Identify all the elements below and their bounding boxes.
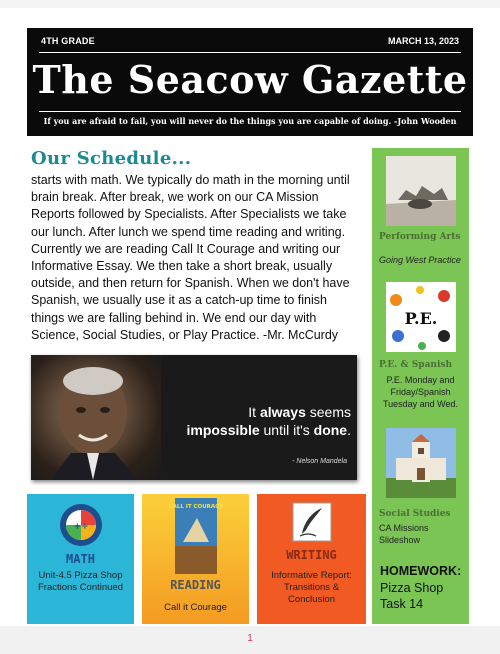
pe-badge-text: P.E.: [404, 309, 438, 328]
math-note: Unit-4.5 Pizza Shop Fractions Continued: [37, 570, 124, 593]
page-footer: [0, 626, 500, 654]
performing-arts-heading: Performing Arts: [379, 232, 461, 242]
issue-date: MARCH 13, 2023: [387, 36, 459, 46]
masthead-rule-bottom: [39, 111, 461, 112]
page-number: 1: [247, 633, 253, 644]
schedule-title: Our Schedule...: [31, 148, 192, 169]
schedule-body: starts with math. We typically do math in the morning until brain break. After break, we work on our CA Mission Reports followed by Specialists. After Specialists we take our lunch. After lunch we spend time reading and writing. Currently we are reading Call It Courage and writing our Informative Essay. We then take a short break, usually outside, and then return for Spanish. When we don't have Spanish, we usually use it as a catch-up time to finish things we are falling behind in. We end our day with Science, Social Studies, or Play Practice. -Mr. McCurdy: [31, 173, 350, 342]
western-scene-icon: [386, 156, 456, 226]
homework-label: HOMEWORK:: [380, 564, 462, 578]
math-tile: [27, 494, 134, 624]
quill-pen-icon: [292, 502, 332, 547]
math-gear-icon: [58, 502, 104, 553]
mission-building-icon: [386, 428, 456, 498]
reading-heading: READING: [170, 578, 221, 592]
newsletter-title: The Seacow Gazette: [32, 57, 468, 102]
performing-arts-note: Going West Practice: [379, 255, 461, 265]
sidebar: [372, 148, 469, 624]
book-title-text: CALL IT COURAGE: [168, 504, 223, 510]
masthead-rule-top: [39, 52, 461, 53]
writing-tile: [257, 494, 366, 624]
portrait-image: [31, 355, 161, 480]
quote-author: - Nelson Mandela: [292, 458, 347, 465]
homework-text: Pizza Shop Task 14: [380, 581, 444, 611]
math-heading: MATH: [66, 552, 95, 566]
reading-tile: [142, 494, 249, 624]
book-cover-icon: [168, 498, 223, 579]
pe-spanish-heading: P.E. & Spanish: [379, 360, 452, 370]
schedule-section: [31, 148, 363, 344]
writing-note: Informative Report: Transitions & Conclusion: [271, 570, 352, 605]
masthead: [27, 28, 473, 136]
masthead-quote: If you are afraid to fail, you will never do the things you are capable of doing. -John Wooden: [43, 116, 457, 126]
quote-text: It always seems impossible until it's done.: [186, 404, 351, 438]
reading-note: Call it Courage: [164, 602, 227, 613]
social-studies-note: CA Missions Slideshow: [379, 523, 429, 545]
social-studies-heading: Social Studies: [379, 509, 451, 519]
mandela-quote-image: [31, 355, 357, 480]
writing-heading: WRITING: [286, 548, 337, 562]
page-top-edge: [0, 0, 500, 8]
svg-text:+÷: +÷: [72, 522, 89, 532]
grade-label: 4TH GRADE: [41, 36, 95, 46]
pe-spanish-note: P.E. Monday and Friday/Spanish Tuesday and Wed.: [382, 375, 459, 409]
sports-balls-icon: [386, 282, 456, 352]
